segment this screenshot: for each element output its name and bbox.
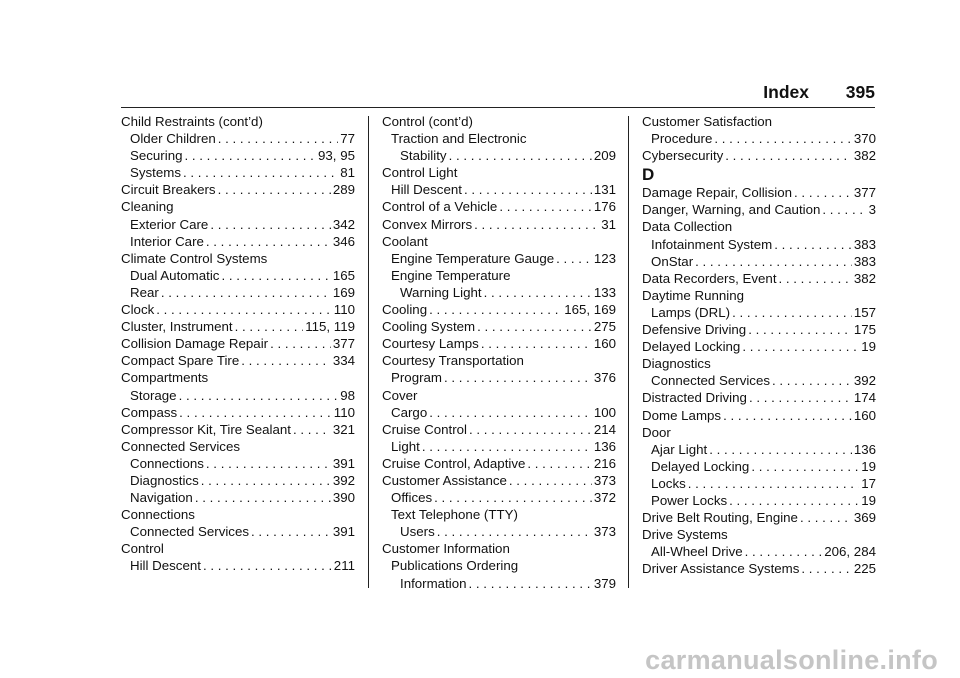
index-term: Ajar Light <box>651 441 708 457</box>
index-entry <box>642 372 876 389</box>
dot-leader <box>179 404 332 421</box>
index-entry <box>121 369 355 386</box>
index-entry <box>642 147 876 164</box>
index-term: Text Telephone (TTY) <box>391 507 518 523</box>
index-entry <box>382 233 616 250</box>
page-reference: 370 <box>853 131 876 147</box>
dot-leader <box>206 233 331 250</box>
dot-leader <box>469 421 592 438</box>
index-term: Connected Services <box>121 438 240 454</box>
page-reference: 19 <box>861 492 876 508</box>
index-term: Cooling System <box>382 319 476 335</box>
dot-leader <box>484 284 592 301</box>
index-entry <box>382 318 616 335</box>
index-entry <box>121 181 355 198</box>
index-entry <box>382 352 616 369</box>
dot-leader <box>725 147 852 164</box>
index-term: Connected Services <box>651 373 770 389</box>
dot-leader <box>270 335 331 352</box>
page-reference: 175 <box>853 322 876 338</box>
index-entry <box>382 489 616 506</box>
index-entry <box>642 113 876 130</box>
dot-leader <box>218 181 331 198</box>
dot-leader <box>732 304 852 321</box>
index-entry <box>642 492 876 509</box>
dot-leader <box>206 455 331 472</box>
index-term: Cargo <box>391 404 428 420</box>
index-entry <box>382 164 616 181</box>
page-reference: 391 <box>332 455 355 471</box>
page-reference: 382 <box>853 148 876 164</box>
page-reference: 19 <box>861 339 876 355</box>
index-entry <box>642 338 876 355</box>
dot-leader <box>210 216 330 233</box>
page-reference: 383 <box>853 236 876 252</box>
page-reference: 373 <box>593 524 616 540</box>
index-entry <box>121 387 355 404</box>
dot-leader <box>203 557 332 574</box>
index-entry <box>642 543 876 560</box>
index-term: Rear <box>130 284 159 300</box>
index-term: Damage Repair, Collision <box>642 185 793 201</box>
page-reference: 382 <box>853 270 876 286</box>
dot-leader <box>201 472 331 489</box>
page-reference: 98 <box>340 387 355 403</box>
page-reference: 176 <box>593 199 616 215</box>
index-term: Cooling <box>382 302 428 318</box>
index-term: Publications Ordering <box>391 558 519 574</box>
index-term: Dome Lamps <box>642 407 722 423</box>
page-reference: 160 <box>853 407 876 423</box>
index-entry <box>121 318 355 335</box>
page-reference: 17 <box>861 475 876 491</box>
index-entry <box>121 233 355 250</box>
index-entry <box>642 218 876 235</box>
index-entry <box>642 287 876 304</box>
dot-leader <box>714 130 851 147</box>
dot-leader <box>723 407 852 424</box>
page-reference: 136 <box>853 441 876 457</box>
index-term: Engine Temperature Gauge <box>391 250 555 266</box>
dot-leader <box>464 181 592 198</box>
page-reference: 211 <box>333 558 355 574</box>
page-number: 395 <box>845 82 875 102</box>
index-entry <box>382 387 616 404</box>
index-term: Infotainment System <box>651 236 773 252</box>
index-term: Hill Descent <box>391 182 462 198</box>
index-entry <box>382 421 616 438</box>
page-reference: 275 <box>593 319 616 335</box>
page-reference: 391 <box>332 524 355 540</box>
page-reference: 392 <box>853 373 876 389</box>
index-entry <box>121 198 355 215</box>
index-term: Traction and Electronic <box>391 131 527 147</box>
index-entry <box>642 304 876 321</box>
index-term: Hill Descent <box>130 558 201 574</box>
index-term: Daytime Running <box>642 287 744 303</box>
index-entry <box>382 455 616 472</box>
index-entry <box>642 236 876 253</box>
index-entry <box>121 438 355 455</box>
index-entry <box>642 407 876 424</box>
index-term: Cluster, Instrument <box>121 319 233 335</box>
index-term: Danger, Warning, and Caution <box>642 202 821 218</box>
index-entry <box>382 472 616 489</box>
index-term: Delayed Locking <box>651 458 750 474</box>
index-term: Defensive Driving <box>642 322 747 338</box>
page-reference: 214 <box>593 421 616 437</box>
index-entry <box>642 321 876 338</box>
index-term: Door <box>642 424 671 440</box>
page-reference: 379 <box>593 575 616 591</box>
page-reference: 169 <box>332 284 355 300</box>
index-term: Program <box>391 370 442 386</box>
index-entry <box>642 184 876 201</box>
index-term: Cybersecurity <box>642 148 724 164</box>
page-reference: 115, 119 <box>305 319 355 335</box>
page-reference: 334 <box>332 353 355 369</box>
dot-leader <box>184 147 316 164</box>
index-term: Warning Light <box>400 284 482 300</box>
dot-leader <box>794 184 852 201</box>
index-term: Cruise Control, Adaptive <box>382 455 526 471</box>
index-term: Lamps (DRL) <box>651 304 731 320</box>
dot-leader <box>422 438 592 455</box>
dot-leader <box>183 164 338 181</box>
index-term: Convex Mirrors <box>382 216 473 232</box>
page-reference: 165 <box>332 267 355 283</box>
index-column-3 <box>642 113 876 577</box>
dot-leader <box>499 198 592 215</box>
index-term: Compartments <box>121 370 209 386</box>
index-entry <box>121 557 355 574</box>
index-entry <box>382 113 616 130</box>
index-term: Older Children <box>130 131 216 147</box>
index-term: Dual Automatic <box>130 267 220 283</box>
index-entry <box>382 438 616 455</box>
page-reference: 81 <box>340 165 355 181</box>
page-reference: 377 <box>332 336 355 352</box>
dot-leader <box>822 201 866 218</box>
page-reference: 165, 169 <box>564 302 616 318</box>
index-entry <box>642 458 876 475</box>
index-entry <box>121 250 355 267</box>
index-term: Child Restraints (cont’d) <box>121 114 263 129</box>
index-term: Coolant <box>382 233 428 249</box>
index-term: Drive Systems <box>642 527 728 543</box>
column-divider <box>628 116 629 588</box>
index-term: All-Wheel Drive <box>651 544 743 560</box>
index-entry <box>121 523 355 540</box>
dot-leader <box>434 489 592 506</box>
dot-leader <box>709 441 852 458</box>
dot-leader <box>527 455 591 472</box>
index-entry <box>642 509 876 526</box>
index-term: Cleaning <box>121 199 174 215</box>
index-entry <box>121 147 355 164</box>
dot-leader <box>161 284 331 301</box>
dot-leader <box>429 404 592 421</box>
index-term: Customer Assistance <box>382 472 507 488</box>
page-reference: 3 <box>868 202 876 218</box>
index-entry <box>121 267 355 284</box>
index-term: Securing <box>130 148 183 164</box>
index-entry <box>642 130 876 147</box>
dot-leader <box>293 421 331 438</box>
index-entry <box>382 540 616 557</box>
dot-leader <box>801 560 851 577</box>
dot-leader <box>195 489 331 506</box>
page-reference: 321 <box>332 421 355 437</box>
index-term: Diagnostics <box>642 356 711 372</box>
dot-leader <box>221 267 330 284</box>
index-term: Customer Information <box>382 541 510 557</box>
index-term: Light <box>391 438 420 454</box>
page-reference: 346 <box>332 233 355 249</box>
index-entry <box>121 455 355 472</box>
dot-leader <box>469 575 592 592</box>
section-letter: D <box>642 165 655 185</box>
dot-leader <box>235 318 304 335</box>
section-title: Index <box>763 82 809 102</box>
index-entry <box>382 575 616 592</box>
page-reference: 216 <box>593 455 616 471</box>
dot-leader <box>745 543 823 560</box>
index-term: Compass <box>121 404 178 420</box>
dot-leader <box>556 250 592 267</box>
page-reference: 100 <box>593 404 616 420</box>
index-term: Circuit Breakers <box>121 182 216 198</box>
index-term: Data Collection <box>642 219 733 235</box>
index-entry <box>382 301 616 318</box>
index-entry <box>121 489 355 506</box>
index-term: Information <box>400 575 467 591</box>
index-entry <box>121 284 355 301</box>
page-reference: 136 <box>593 438 616 454</box>
dot-leader <box>251 523 331 540</box>
index-entry <box>121 113 355 130</box>
index-entry <box>121 472 355 489</box>
page-reference: 392 <box>332 472 355 488</box>
index-entry <box>382 335 616 352</box>
index-entry <box>642 475 876 492</box>
page-reference: 110 <box>333 302 355 318</box>
page-reference: 206, 284 <box>824 544 876 560</box>
dot-leader <box>774 236 852 253</box>
index-entry <box>382 130 616 147</box>
dot-leader <box>218 130 338 147</box>
dot-leader <box>742 338 859 355</box>
header-rule <box>121 107 875 108</box>
index-entry <box>121 164 355 181</box>
page-reference: 225 <box>853 561 876 577</box>
page-reference: 369 <box>853 510 876 526</box>
index-term: Interior Care <box>130 233 204 249</box>
dot-leader <box>772 372 852 389</box>
index-entry <box>382 147 616 164</box>
index-term: Connected Services <box>130 524 249 540</box>
index-term: Connections <box>121 507 195 523</box>
page-reference: 157 <box>853 304 876 320</box>
dot-leader <box>481 335 592 352</box>
index-entry <box>382 369 616 386</box>
dot-leader <box>156 301 332 318</box>
index-term: Clock <box>121 302 155 318</box>
index-term: Engine Temperature <box>391 267 511 283</box>
page-header <box>121 82 875 106</box>
page-reference: 31 <box>601 216 616 232</box>
dot-leader <box>477 318 592 335</box>
page-reference: 174 <box>853 390 876 406</box>
index-term: Drive Belt Routing, Engine <box>642 510 798 526</box>
index-term: Cover <box>382 387 418 403</box>
index-column-2 <box>382 113 616 592</box>
dot-leader <box>474 216 599 233</box>
index-term: Delayed Locking <box>642 339 741 355</box>
index-entry <box>121 216 355 233</box>
dot-leader <box>751 458 859 475</box>
index-entry <box>121 301 355 318</box>
index-entry <box>382 404 616 421</box>
index-term: Systems <box>130 165 181 181</box>
index-entry <box>382 250 616 267</box>
page-reference: 93, 95 <box>318 148 355 164</box>
page-reference: 383 <box>853 253 876 269</box>
index-term: Data Recorders, Event <box>642 270 777 286</box>
page-reference: 123 <box>593 250 616 266</box>
dot-leader <box>779 270 852 287</box>
index-entry <box>121 404 355 421</box>
watermark: carmanualsonline.info <box>645 645 938 675</box>
dot-leader <box>729 492 859 509</box>
index-term: Control Light <box>382 165 458 181</box>
dot-leader <box>449 147 592 164</box>
index-term: Power Locks <box>651 492 728 508</box>
page-reference: 131 <box>593 182 616 198</box>
index-term: Customer Satisfaction <box>642 114 773 129</box>
index-entry <box>382 216 616 233</box>
dot-leader <box>437 523 592 540</box>
index-column-1 <box>121 113 355 575</box>
index-term: Procedure <box>651 131 713 147</box>
index-term: Cruise Control <box>382 421 467 437</box>
page-reference: 373 <box>593 472 616 488</box>
index-entry <box>121 506 355 523</box>
index-term: Exterior Care <box>130 216 209 232</box>
page-reference: 110 <box>333 404 355 420</box>
dot-leader <box>748 321 852 338</box>
dot-leader <box>509 472 592 489</box>
index-term: Distracted Driving <box>642 390 747 406</box>
index-term: Climate Control Systems <box>121 250 268 266</box>
index-term: Storage <box>130 387 177 403</box>
page-reference: 377 <box>853 185 876 201</box>
index-term: Diagnostics <box>130 472 199 488</box>
index-entry <box>121 421 355 438</box>
index-term: OnStar <box>651 253 694 269</box>
page-reference: 390 <box>332 490 355 506</box>
index-entry <box>121 130 355 147</box>
dot-leader <box>695 253 852 270</box>
dot-leader <box>179 387 339 404</box>
index-term: Driver Assistance Systems <box>642 561 800 577</box>
index-term: Offices <box>391 490 433 506</box>
dot-leader <box>749 389 852 406</box>
index-term: Collision Damage Repair <box>121 336 269 352</box>
index-entry <box>382 557 616 574</box>
index-term: Control of a Vehicle <box>382 199 498 215</box>
index-term: Compact Spare Tire <box>121 353 240 369</box>
index-term: Control (cont’d) <box>382 114 473 129</box>
index-entry <box>642 424 876 441</box>
page-reference: 372 <box>593 490 616 506</box>
index-term: Navigation <box>130 490 193 506</box>
index-entry <box>382 523 616 540</box>
index-entry <box>642 526 876 543</box>
index-entry <box>642 201 876 218</box>
column-divider <box>368 116 369 588</box>
index-term: Compressor Kit, Tire Sealant <box>121 421 291 437</box>
index-entry <box>382 284 616 301</box>
page-reference: 342 <box>332 216 355 232</box>
index-entry <box>642 441 876 458</box>
page-reference: 77 <box>340 131 355 147</box>
index-term: Users <box>400 524 435 540</box>
dot-leader <box>444 369 592 386</box>
page-reference: 209 <box>593 148 616 164</box>
index-entry <box>642 253 876 270</box>
index-entry <box>121 352 355 369</box>
index-entry <box>642 389 876 406</box>
dot-leader <box>241 352 331 369</box>
dot-leader <box>688 475 859 492</box>
index-entry <box>382 181 616 198</box>
index-entry <box>121 540 355 557</box>
index-entry <box>121 335 355 352</box>
index-term: Connections <box>130 455 204 471</box>
index-entry <box>382 267 616 284</box>
index-entry <box>382 198 616 215</box>
page-reference: 376 <box>593 370 616 386</box>
index-entry <box>642 355 876 372</box>
index-term: Control <box>121 541 164 557</box>
page-reference: 289 <box>332 182 355 198</box>
index-entry <box>382 506 616 523</box>
page-reference: 19 <box>861 458 876 474</box>
index-entry <box>642 560 876 577</box>
dot-leader <box>429 301 562 318</box>
index-entry <box>642 270 876 287</box>
index-term: Stability <box>400 148 447 164</box>
index-term: Locks <box>651 475 686 491</box>
index-term: Courtesy Lamps <box>382 336 479 352</box>
page-reference: 160 <box>593 336 616 352</box>
page-reference: 133 <box>593 284 616 300</box>
index-term: Courtesy Transportation <box>382 353 524 369</box>
dot-leader <box>800 509 852 526</box>
